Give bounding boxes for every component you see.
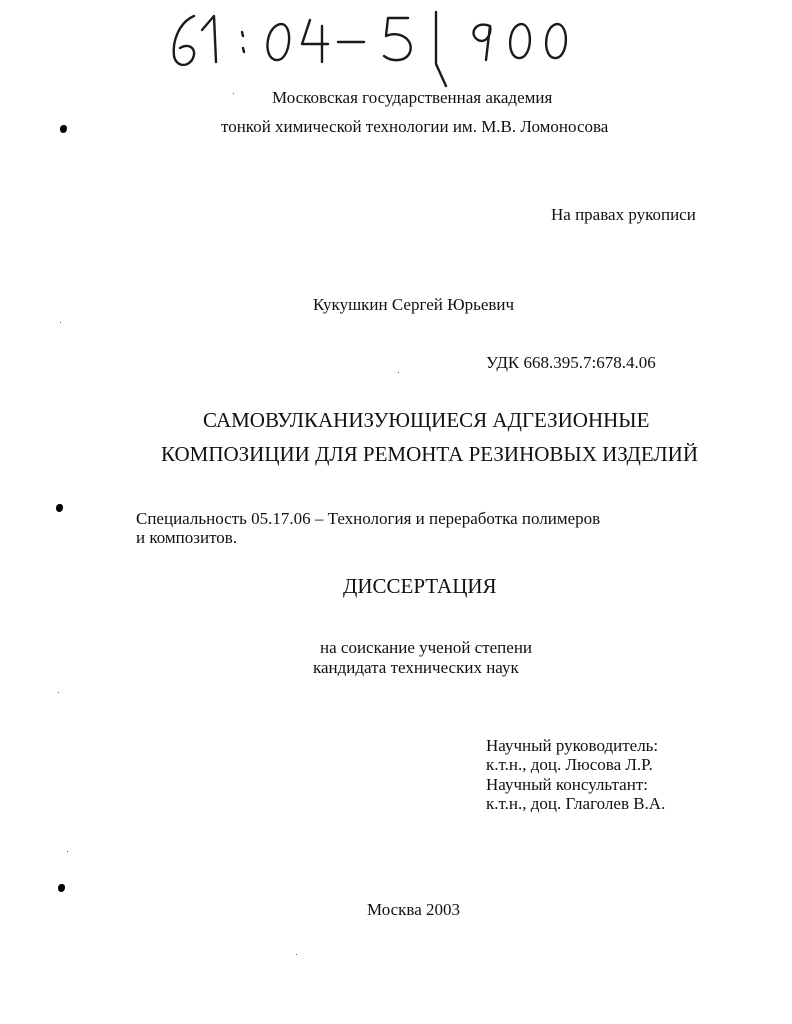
consultant-name: к.т.н., доц. Глаголев В.А. <box>486 794 666 813</box>
place-and-year: Москва 2003 <box>367 900 461 919</box>
binder-hole-mark <box>56 504 63 512</box>
dissertation-title-line-1: САМОВУЛКАНИЗУЮЩИЕСЯ АДГЕЗИОННЫЕ <box>203 408 650 432</box>
document-type: ДИССЕРТАЦИЯ <box>343 574 497 598</box>
institution-line-1: Московская государственная академия <box>272 88 553 107</box>
udc-code: УДК 668.395.7:678.4.06 <box>486 353 656 372</box>
handwritten-archive-code <box>150 0 590 100</box>
supervisor-label: Научный руководитель: <box>486 736 659 755</box>
specialty-line-1: Специальность 05.17.06 – Технология и переработка полимеров <box>136 509 601 528</box>
degree-line-1: на соискание ученой степени <box>320 638 533 657</box>
institution-line-2: тонкой химической технологии им. М.В. Ломоносова <box>221 117 609 136</box>
binder-hole-mark <box>60 125 67 133</box>
supervisor-name: к.т.н., доц. Люсова Л.Р. <box>486 755 653 774</box>
author-name: Кукушкин Сергей Юрьевич <box>313 295 515 314</box>
binder-hole-mark <box>58 884 65 892</box>
degree-line-2: кандидата технических наук <box>313 658 519 677</box>
specialty-line-2: и композитов. <box>136 528 238 547</box>
dissertation-title-line-2: КОМПОЗИЦИИ ДЛЯ РЕМОНТА РЕЗИНОВЫХ ИЗДЕЛИЙ <box>161 442 698 466</box>
rights-note: На правах рукописи <box>551 205 696 224</box>
consultant-label: Научный консультант: <box>486 775 648 794</box>
